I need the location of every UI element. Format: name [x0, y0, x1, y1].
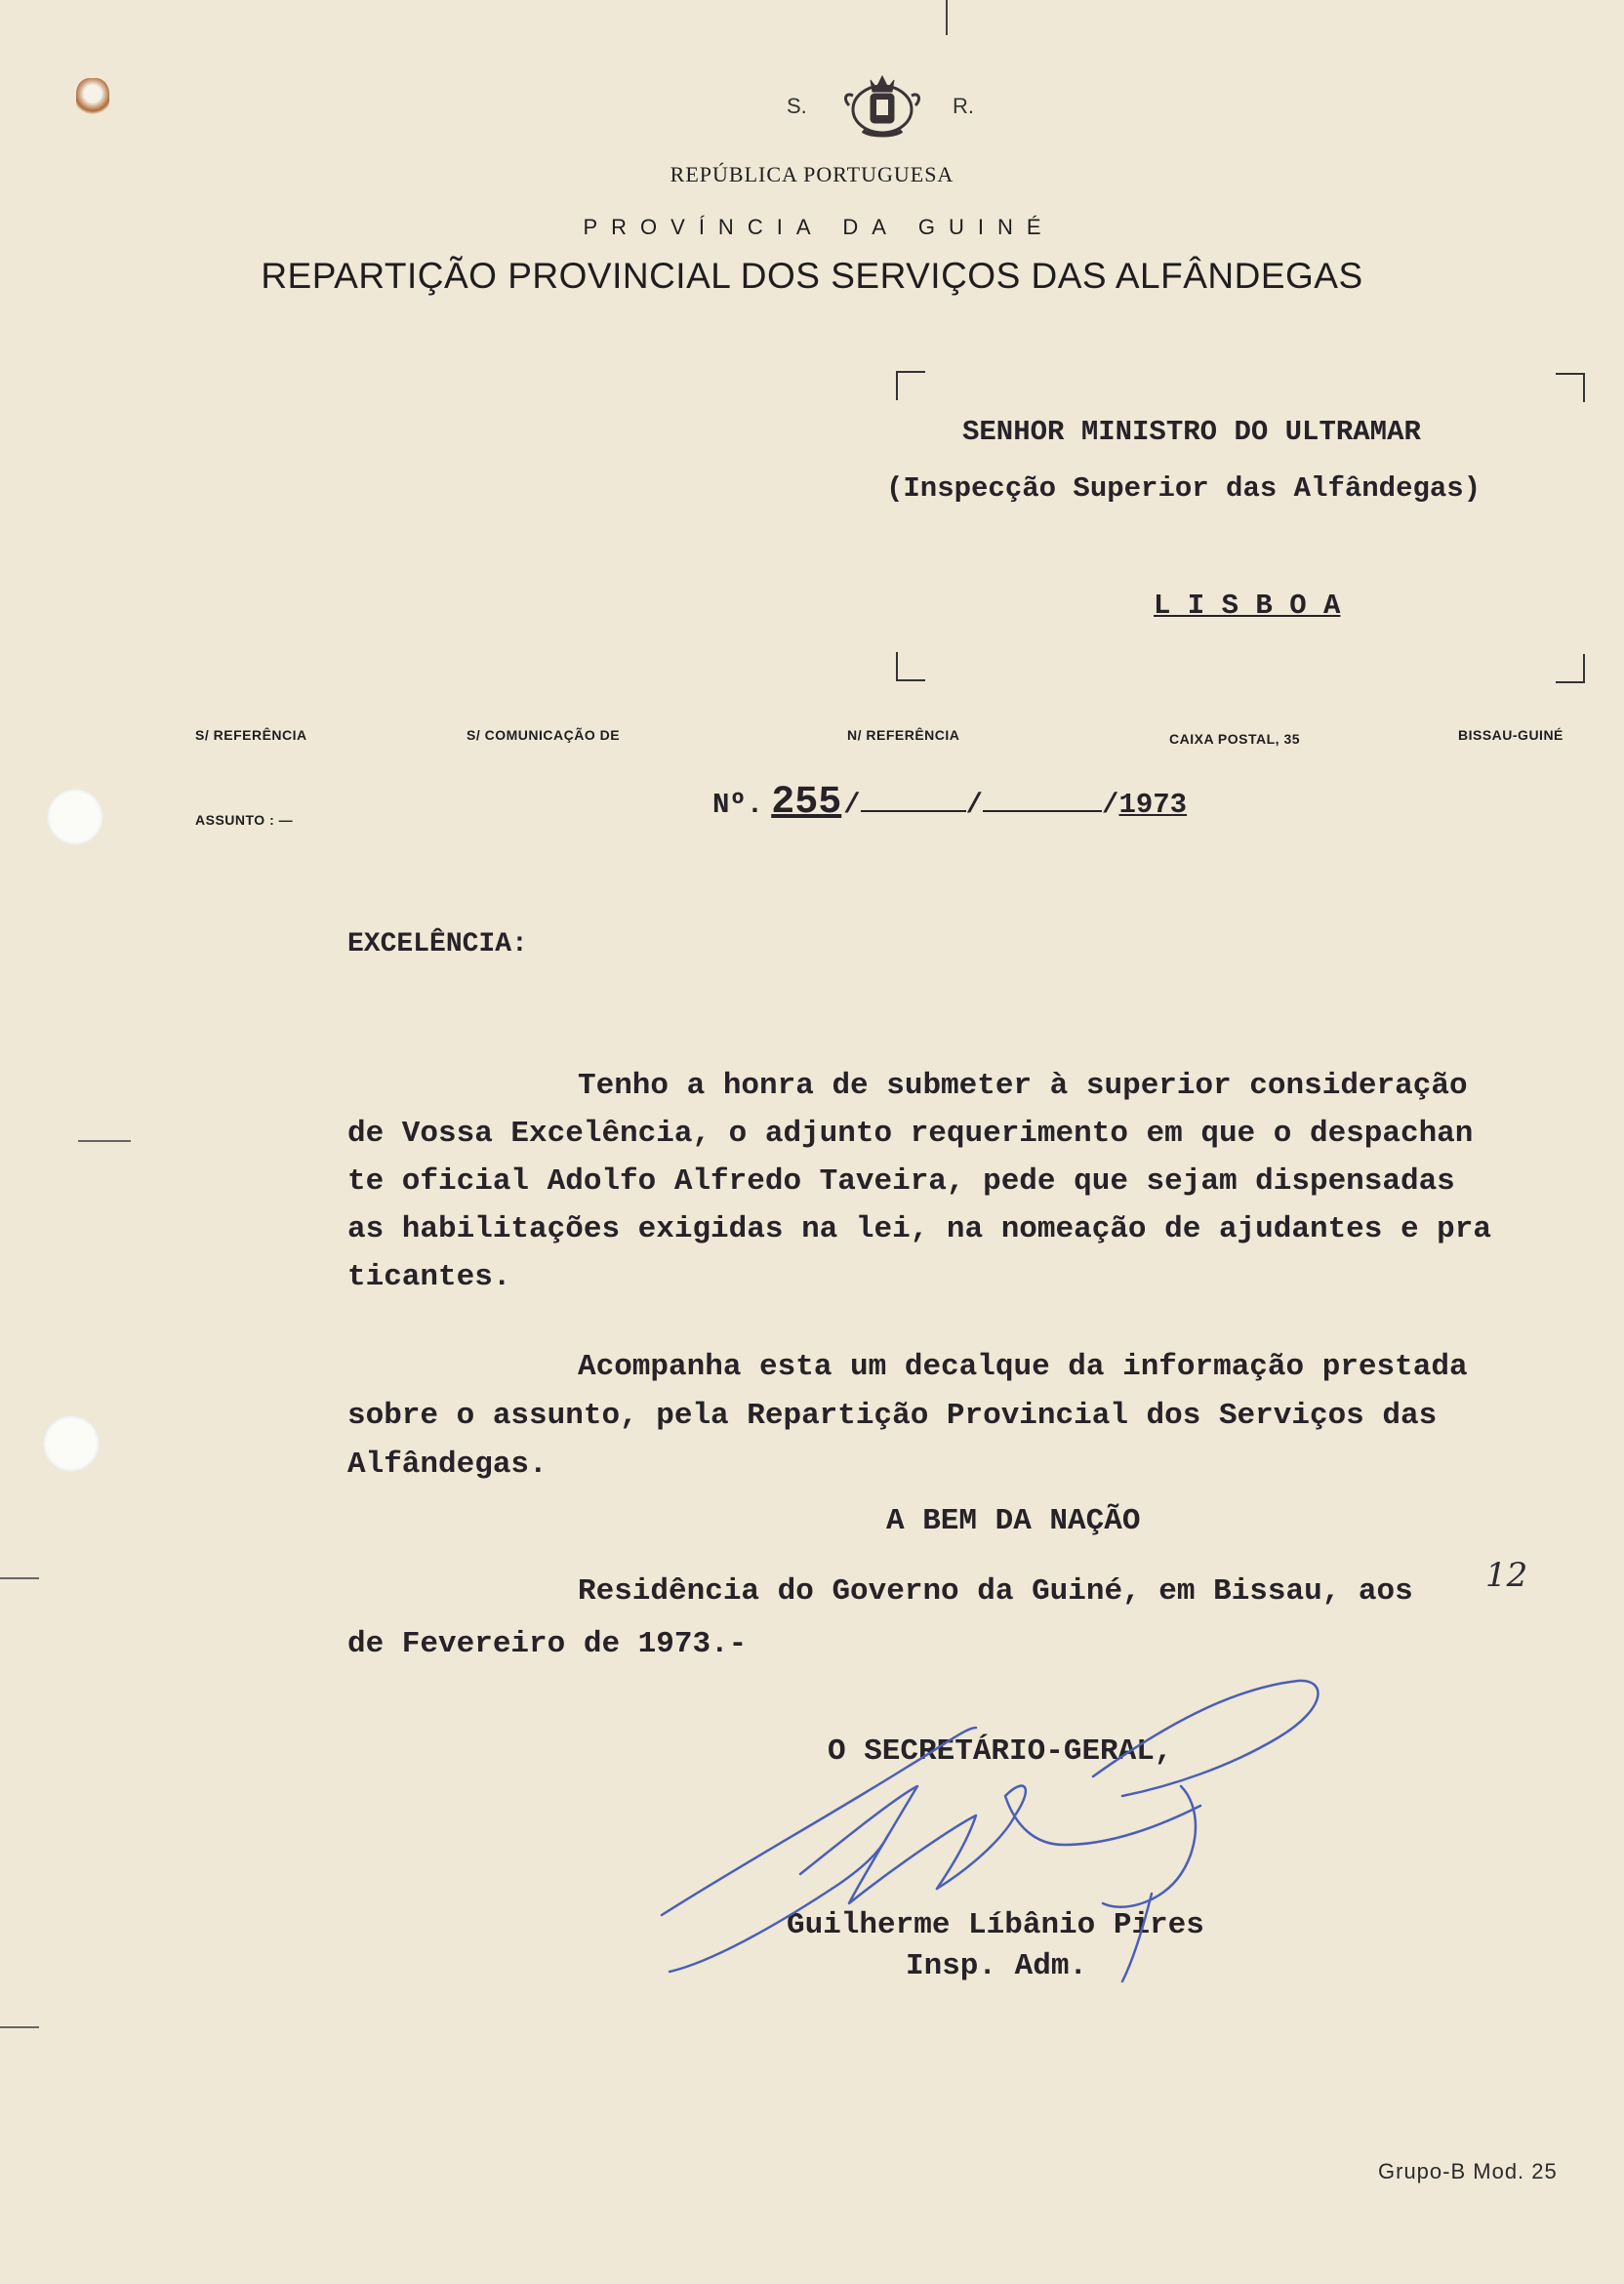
department-heading: REPARTIÇÃO PROVINCIAL DOS SERVIÇOS DAS ALFÂNDEGAS: [261, 256, 1363, 296]
paragraph-1-line-5: ticantes.: [347, 1260, 511, 1294]
paragraph-1-line-3: te oficial Adolfo Alfredo Taveira, pede que sejam dispensadas: [347, 1164, 1455, 1199]
number-prefix: Nº.: [712, 789, 764, 821]
handwritten-signature: [654, 1669, 1357, 1991]
paragraph-1-line-4: as habilitações exigidas na lei, na nomeação de ajudantes e pra: [347, 1212, 1491, 1246]
punch-hole-top: [47, 789, 103, 845]
form-code: Grupo-B Mod. 25: [1378, 2159, 1558, 2183]
top-rule: [946, 0, 948, 35]
paragraph-2-line-1: Acompanha esta um decalque da informação prestada: [578, 1350, 1468, 1384]
recipient-line-1: SENHOR MINISTRO DO ULTRAMAR: [962, 416, 1421, 448]
punch-hole-bottom: [43, 1415, 100, 1472]
paragraph-1-line-2: de Vossa Excelência, o adjunto requerimento em que o despachan: [347, 1117, 1474, 1151]
postal-box-label: CAIXA POSTAL, 35: [1169, 731, 1301, 747]
recipient-line-2: (Inspecção Superior das Alfândegas): [886, 472, 1482, 505]
fold-mark-2: [0, 1577, 39, 1579]
coat-of-arms-icon: [841, 66, 923, 144]
address-corner-br: [1556, 654, 1585, 683]
your-communication-label: S/ COMUNICAÇÃO DE: [467, 727, 621, 743]
republic-heading: REPÚBLICA PORTUGUESA: [670, 162, 954, 186]
subject-label: ASSUNTO : —: [195, 812, 294, 828]
signatory-title: O SECRETÁRIO-GERAL,: [828, 1734, 1173, 1769]
province-heading: PROVÍNCIA DA GUINÉ: [583, 215, 1055, 239]
paragraph-2-line-2: sobre o assunto, pela Repartição Provincial dos Serviços das: [347, 1399, 1438, 1433]
fold-mark-1: [78, 1140, 131, 1142]
number-year: 1973: [1118, 789, 1188, 821]
address-corner-tr: [1556, 373, 1585, 402]
handwritten-day: 12: [1485, 1556, 1528, 1595]
our-reference-label: N/ REFERÊNCIA: [847, 727, 960, 743]
fold-mark-3: [0, 2026, 39, 2028]
salutation: EXCELÊNCIA:: [347, 929, 528, 959]
number-value: 255: [771, 781, 842, 825]
paragraph-1-line-1: Tenho a honra de submeter à superior consideração: [578, 1069, 1468, 1103]
paragraph-3-line-2: de Fevereiro de 1973.-: [347, 1627, 748, 1661]
recipient-city: L I S B O A: [1154, 590, 1341, 622]
signatory-name: Guilherme Líbânio Pires: [787, 1908, 1204, 1942]
closing-formula: A BEM DA NAÇÃO: [886, 1504, 1141, 1538]
your-reference-label: S/ REFERÊNCIA: [195, 727, 307, 743]
paragraph-3-line-1: Residência do Governo da Guiné, em Bissau, aos: [578, 1574, 1413, 1609]
rust-stain: [76, 78, 109, 117]
document-number: Nº. 255 / / / 1973: [712, 781, 1188, 825]
letterhead-r: R.: [953, 94, 974, 118]
place-label: BISSAU-GUINÉ: [1458, 727, 1563, 743]
paragraph-2-line-3: Alfândegas.: [347, 1448, 548, 1482]
letterhead-s: S.: [787, 94, 807, 118]
signatory-role: Insp. Adm.: [906, 1949, 1088, 1983]
address-corner-tl: [896, 371, 925, 400]
address-corner-bl: [896, 652, 925, 681]
